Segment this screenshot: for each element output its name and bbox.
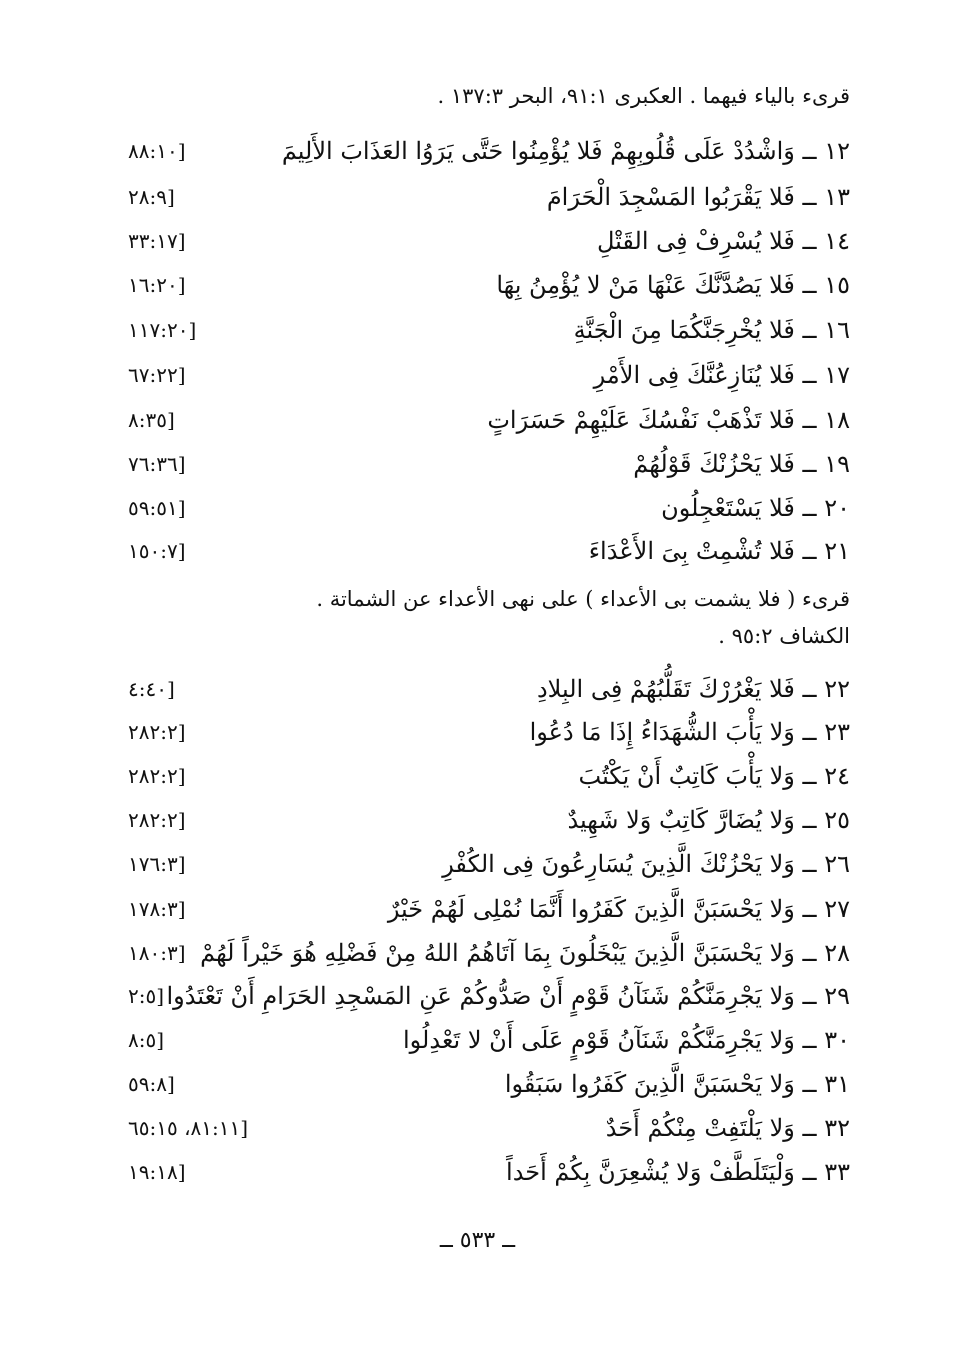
ayah-text: ١٨ ــ فَلا تَذْهَبْ نَفْسُكَ عَلَيْهِمْ حَسَرَاتٍ: [487, 406, 850, 434]
entry-18: [128, 399, 850, 441]
ayah-text: ١٦ ــ فَلا يُخْرِجَنَّكُمَا مِنَ الْجَنَّةِ: [573, 316, 850, 344]
entry-24: [128, 755, 850, 797]
footnote-middle-1: قرىء ( فلا يشمت بى الأعداء ) على نهى الأعداء عن الشماتة .: [316, 587, 850, 611]
ayah-text: ١٩ ــ فَلا يَحْزُنْكَ قَوْلُهُمْ: [633, 450, 850, 478]
ayah-reference: [١٦:٢٠: [128, 273, 186, 297]
footnote-top: قرىء بالياء فيهما . العكبرى ٩١:١، البحر ١٣٧:٣ .: [437, 84, 850, 108]
ayah-text: ٢٠ ــ فَلا يَسْتَعْجِلُون: [661, 494, 850, 522]
ayah-text: ٢٩ ــ وَلا يَجْرِمَنَّكُمْ شَنَآنُ قَوْمٍ أَنْ صَدُّوكُمْ عَنِ المَسْجِدِ الحَرَامِ أَنْ تَعْتَدُوا: [166, 982, 850, 1010]
ayah-reference: [١٨٠:٣: [128, 941, 186, 965]
entry-29: [128, 975, 850, 1017]
ayah-text: ١٧ ــ فَلا يُنَازِعُنَّكَ فِى الأَمْرِ: [593, 361, 850, 389]
footnote-middle-2: الكشاف ٩٥:٢ .: [718, 624, 850, 648]
ayah-text: ٣٢ ــ وَلا يَلْتَفِتْ مِنْكُمْ أَحَدٌ: [605, 1114, 850, 1142]
entry-14: [128, 220, 850, 262]
entry-13: [128, 176, 850, 218]
ayah-reference: [٥٩:٥١: [128, 496, 186, 520]
entry-16: [128, 309, 850, 351]
entry-12: [128, 130, 850, 172]
ayah-reference: [١٧٦:٣: [128, 852, 186, 876]
entry-23: [128, 711, 850, 753]
ayah-reference: [١٧٨:٣: [128, 897, 186, 921]
ayah-reference: [٥٩:٨: [128, 1072, 175, 1096]
ayah-text: ٢٦ ــ وَلا يَحْزُنْكَ الَّذِينَ يُسَارِعُونَ فِى الكُفْرِ: [442, 850, 850, 878]
entry-31: [128, 1063, 850, 1105]
entry-26: [128, 843, 850, 885]
ayah-text: ٢٧ ــ وَلا يَحْسَبَنَّ الَّذِينَ كَفَرُوا أَنَّمَا نُمْلِى لَهُمْ خَيْرٌ: [387, 895, 850, 923]
entry-30: [128, 1019, 850, 1061]
ayah-text: ٣٠ ــ وَلا يَجْرِمَنَّكُمْ شَنَآنُ قَوْمٍ عَلَى أَنْ لا تَعْدِلُوا: [402, 1026, 850, 1054]
ayah-text: ٢٣ ــ وَلا يَأْبَ الشُّهَدَاءُ إِذَا مَا دُعُوا: [529, 718, 850, 746]
ayah-reference: [٢٨٢:٢: [128, 720, 186, 744]
entry-19: [128, 443, 850, 485]
entry-17: [128, 354, 850, 396]
entry-25: [128, 799, 850, 841]
ayah-text: ٢٤ ــ وَلا يَأْبَ كَاتِبٌ أَنْ يَكْتُبَ: [578, 762, 850, 790]
ayah-reference: [١١٧:٢٠: [128, 318, 197, 342]
entry-33: [128, 1151, 850, 1193]
ayah-text: ٢١ ــ فَلا تُشْمِتْ بِىَ الأَعْدَاءَ: [588, 537, 850, 565]
ayah-text: ٢٥ ــ وَلا يُضَارَّ كَاتِبٌ وَلا شَهِيدٌ: [567, 806, 850, 834]
ayah-text: ٢٢ ــ فَلا يَغْرُرْكَ تَقَلُّبُهُمْ فِى البِلادِ: [536, 675, 850, 703]
entry-28: [128, 932, 850, 974]
ayah-reference: [١٩:١٨: [128, 1160, 186, 1184]
ayah-reference: [٨١:١١، ٦٥:١٥: [128, 1116, 249, 1140]
ayah-reference: [٣٣:١٧: [128, 229, 186, 253]
ayah-reference: [٨:٣٥: [128, 408, 175, 432]
ayah-text: ١٤ ــ فَلا يُسْرِفْ فِى القَتْلِ: [596, 227, 850, 255]
entry-20: [128, 487, 850, 529]
entry-21: [128, 530, 850, 572]
entry-22: [128, 668, 850, 710]
ayah-text: ١٢ ــ وَاشْدُدْ عَلَى قُلُوبِهِمْ فَلا يُؤْمِنُوا حَتَّى يَرَوُا العَذَابَ الأَلِيمَ: [281, 137, 850, 165]
ayah-reference: [٢:٥: [128, 984, 165, 1008]
page-number: ــ ٥٣٣ ــ: [439, 1228, 516, 1253]
entry-27: [128, 888, 850, 930]
entry-32: [128, 1107, 850, 1149]
ayah-reference: [١٥٠:٧: [128, 539, 186, 563]
entry-15: [128, 264, 850, 306]
ayah-reference: [٢٨٢:٢: [128, 808, 186, 832]
ayah-reference: [٢٨٢:٢: [128, 764, 186, 788]
ayah-text: ٣١ ــ وَلا يَحْسَبَنَّ الَّذِينَ كَفَرُوا سَبَقُوا: [504, 1070, 850, 1098]
ayah-reference: [٦٧:٢٢: [128, 363, 186, 387]
ayah-reference: [٧٦:٣٦: [128, 452, 186, 476]
ayah-text: ١٣ ــ فَلا يَقْرَبُوا المَسْجِدَ الْحَرَامَ: [546, 183, 850, 211]
ayah-reference: [٤:٤٠: [128, 677, 175, 701]
ayah-reference: [٨٨:١٠: [128, 139, 186, 163]
ayah-reference: [٢٨:٩: [128, 185, 175, 209]
ayah-text: ٣٣ ــ وَلْيَتَلَطَّفْ وَلا يُشْعِرَنَّ بِكُمْ أَحَداً: [506, 1158, 850, 1186]
ayah-text: ٢٨ ــ وَلا يَحْسَبَنَّ الَّذِينَ يَبْخَلُونَ بِمَا آتَاهُمُ اللهُ مِنْ فَضْلِهِ هُوَ خَيْراً لَهُمْ: [200, 939, 850, 967]
ayah-text: ١٥ ــ فَلا يَصُدَّنَّكَ عَنْهَا مَنْ لا يُؤْمِنُ بِهَا: [496, 271, 850, 299]
ayah-reference: [٨:٥: [128, 1028, 165, 1052]
